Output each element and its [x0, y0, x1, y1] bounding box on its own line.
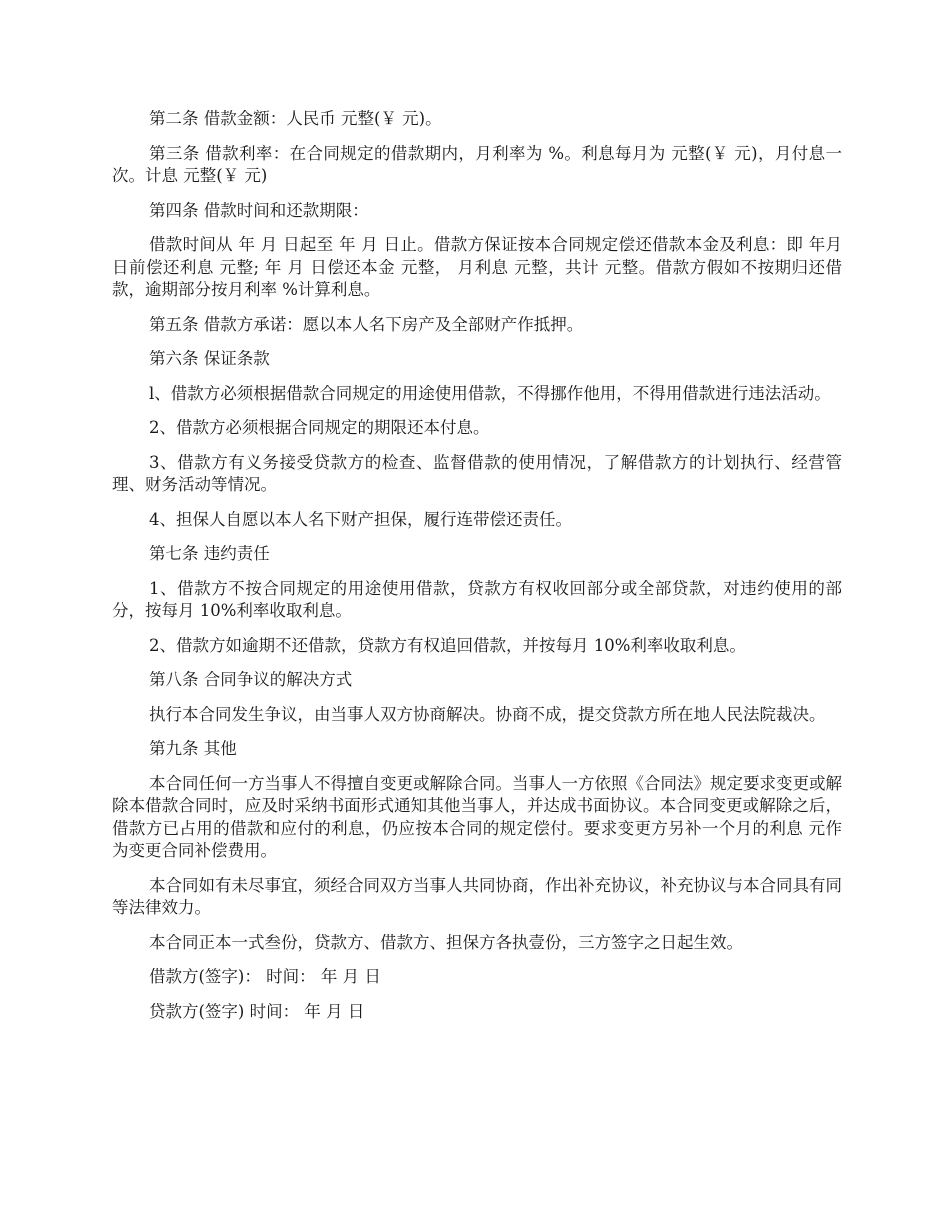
clause-6-item-3: 3、借款方有义务接受贷款方的检查、监督借款的使用情况，了解借款方的计划执行、经营管理、财务活动等情况。 — [112, 452, 842, 494]
clause-6-item-1: l、借款方必须根据借款合同规定的用途使用借款，不得挪作他用，不得用借款进行违法活动。 — [149, 383, 831, 403]
clause-5-commitment: 第五条 借款方承诺：愿以本人名下房产及全部财产作抵押。 — [149, 314, 584, 334]
clause-9-heading: 第九条 其他 — [149, 739, 237, 758]
borrower-signature-line: 借款方(签字)： 时间： 年 月 日 — [149, 967, 381, 986]
clause-6-item-4: 4、担保人自愿以本人名下财产担保，履行连带偿还责任。 — [149, 509, 572, 529]
clause-8-heading: 第八条 合同争议的解决方式 — [149, 670, 353, 689]
supplementary-agreement: 本合同如有未尽事宜，须经合同双方当事人共同协商，作出补充协议，补充协议与本合同具有同等法律效力。 — [112, 875, 842, 917]
clause-6-heading: 第六条 保证条款 — [149, 349, 270, 368]
clause-3-interest-rate: 第三条 借款利率：在合同规定的借款期内，月利率为 %。利息每月为 元整(￥ 元)，月付息一次。计息 元整(￥ 元) — [112, 143, 842, 185]
lender-signature-line: 贷款方(签字) 时间： 年 月 日 — [149, 1001, 365, 1021]
clause-7-heading: 第七条 违约责任 — [149, 544, 270, 563]
clause-9-body: 本合同任何一方当事人不得擅自变更或解除合同。当事人一方依照《合同法》规定要求变更或解除本借款合同时，应及时采纳书面形式通知其他当事人，并达成书面协议。本合同变更或解除之后，借款方已占用的借款和应付的利息，仍应按本合同的规定偿付。要求变更方另补一个月的利息 元作为变更合同补偿费用。 — [112, 773, 842, 860]
copies-and-effect: 本合同正本一式叁份，贷款方、借款方、担保方各执壹份，三方签字之日起生效。 — [149, 932, 743, 952]
clause-2-loan-amount: 第二条 借款金额：人民币 元整(￥ 元)。 — [149, 109, 442, 128]
clause-4-heading: 第四条 借款时间和还款期限： — [149, 200, 369, 220]
clause-7-item-2: 2、借款方如逾期不还借款，贷款方有权追回借款，并按每月 10%利率收取利息。 — [149, 635, 746, 655]
document-body — [112, 108, 842, 1035]
clause-6-item-2: 2、借款方必须根据合同规定的期限还本付息。 — [149, 418, 490, 437]
clause-4-body: 借款时间从 年 月 日起至 年 月 日止。借款方保证按本合同规定偿还借款本金及利息：即 年月 日前偿还利息 元整; 年 月 日偿还本金 元整， 月利息 元整，共计 元整。借款方假如不按期归还借款，逾期部分按月利率 %计算利息。 — [112, 235, 842, 299]
clause-8-body: 执行本合同发生争议，由当事人双方协商解决。协商不成，提交贷款方所在地人民法院裁决。 — [149, 704, 826, 724]
clause-7-item-1: 1、借款方不按合同规定的用途使用借款，贷款方有权收回部分或全部贷款，对违约使用的部分，按每月 10%利率收取利息。 — [112, 578, 842, 620]
